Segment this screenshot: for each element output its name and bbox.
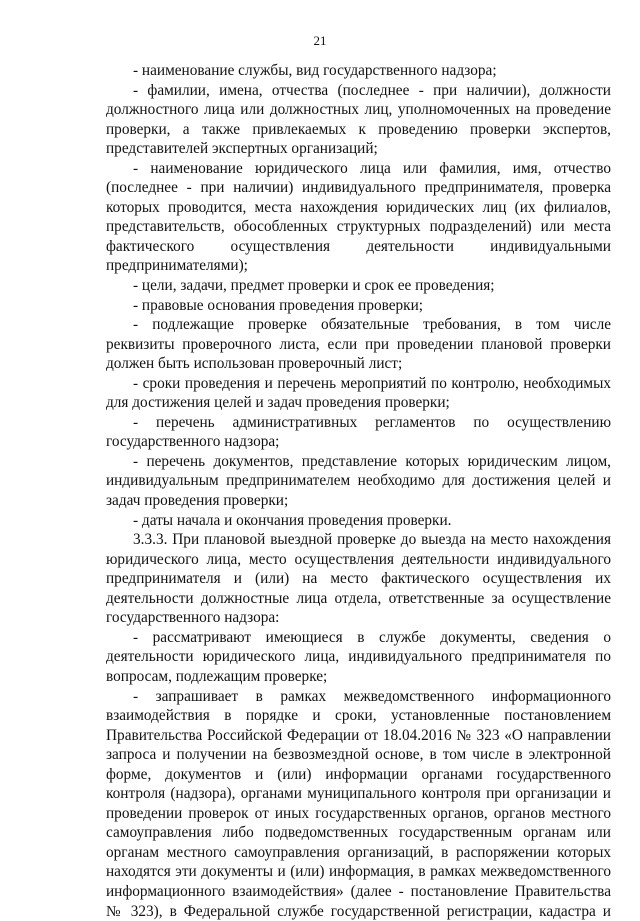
paragraph-goals: - цели, задачи, предмет проверки и срок ее проведения; (106, 276, 611, 296)
paragraph-requirements: - подлежащие проверке обязательные требования, в том числе реквизиты проверочного листа, если при проведении плановой проверки должен быть использован проверочный лист; (106, 315, 611, 374)
paragraph-officials: - фамилии, имена, отчества (последнее - при наличии), должности должностного лица или должностных лиц, уполномоченных на проведение проверки, а также привлекаемых к проведению проверки экспертов, представителей экспертных организаций; (106, 81, 611, 159)
paragraph-dates: - даты начала и окончания проведения проверки. (106, 511, 611, 531)
paragraph-section-3-3-3: 3.3.3. При плановой выездной проверке до выезда на место нахождения юридического лица, место осуществления деятельности индивидуального предпринимателя и (или) на место фактического осуществления их деятельности должностные лица отдела, ответственные за осуществление государственного надзора: (106, 530, 611, 628)
paragraph-documents: - перечень документов, представление которых юридическим лицом, индивидуальным предпринимателем необходимо для достижения целей и задач проведения проверки; (106, 452, 611, 511)
paragraph-legal-grounds: - правовые основания проведения проверки; (106, 296, 611, 316)
page-number: 21 (0, 33, 640, 49)
document-body (106, 61, 611, 921)
paragraph-legal-entity: - наименование юридического лица или фамилия, имя, отчество (последнее - при наличии) индивидуального предпринимателя, проверка которых проводится, места нахождения юридических лиц (их филиалов, представительств, обособленных структурных подразделений) или места фактического осуществления деятельности индивидуальными предпринимателями); (106, 159, 611, 276)
paragraph-regulations: - перечень административных регламентов по осуществлению государственного надзора; (106, 413, 611, 452)
paragraph-review-documents: - рассматривают имеющиеся в службе документы, сведения о деятельности юридического лица, индивидуального предпринимателя по вопросам, подлежащим проверке; (106, 628, 611, 687)
paragraph-service-name: - наименование службы, вид государственного надзора; (106, 61, 611, 81)
paragraph-deadlines: - сроки проведения и перечень мероприятий по контролю, необходимых для достижения целей и задач проведения проверки; (106, 374, 611, 413)
paragraph-interagency-request: - запрашивает в рамках межведомственного информационного взаимодействия в порядке и сроки, установленные постановлением Правительства Российской Федерации от 18.04.2016 № 323 «О направлении запроса и получении на безвозмездной основе, в том числе в электронной форме, документов и (или) информации органами государственного контроля (надзора), органами муниципального контроля при организации и проведении проверок от иных государственных органов, органов местного самоуправления либо подведомственных государственным органам или органам местного самоуправления организаций, в распоряжении которых находятся эти документы и (или) информация, в рамках межведомственного информационного взаимодействия» (далее - постановление Правительства № 323), в Федеральной службе государственной регистрации, кадастра и (106, 687, 611, 921)
